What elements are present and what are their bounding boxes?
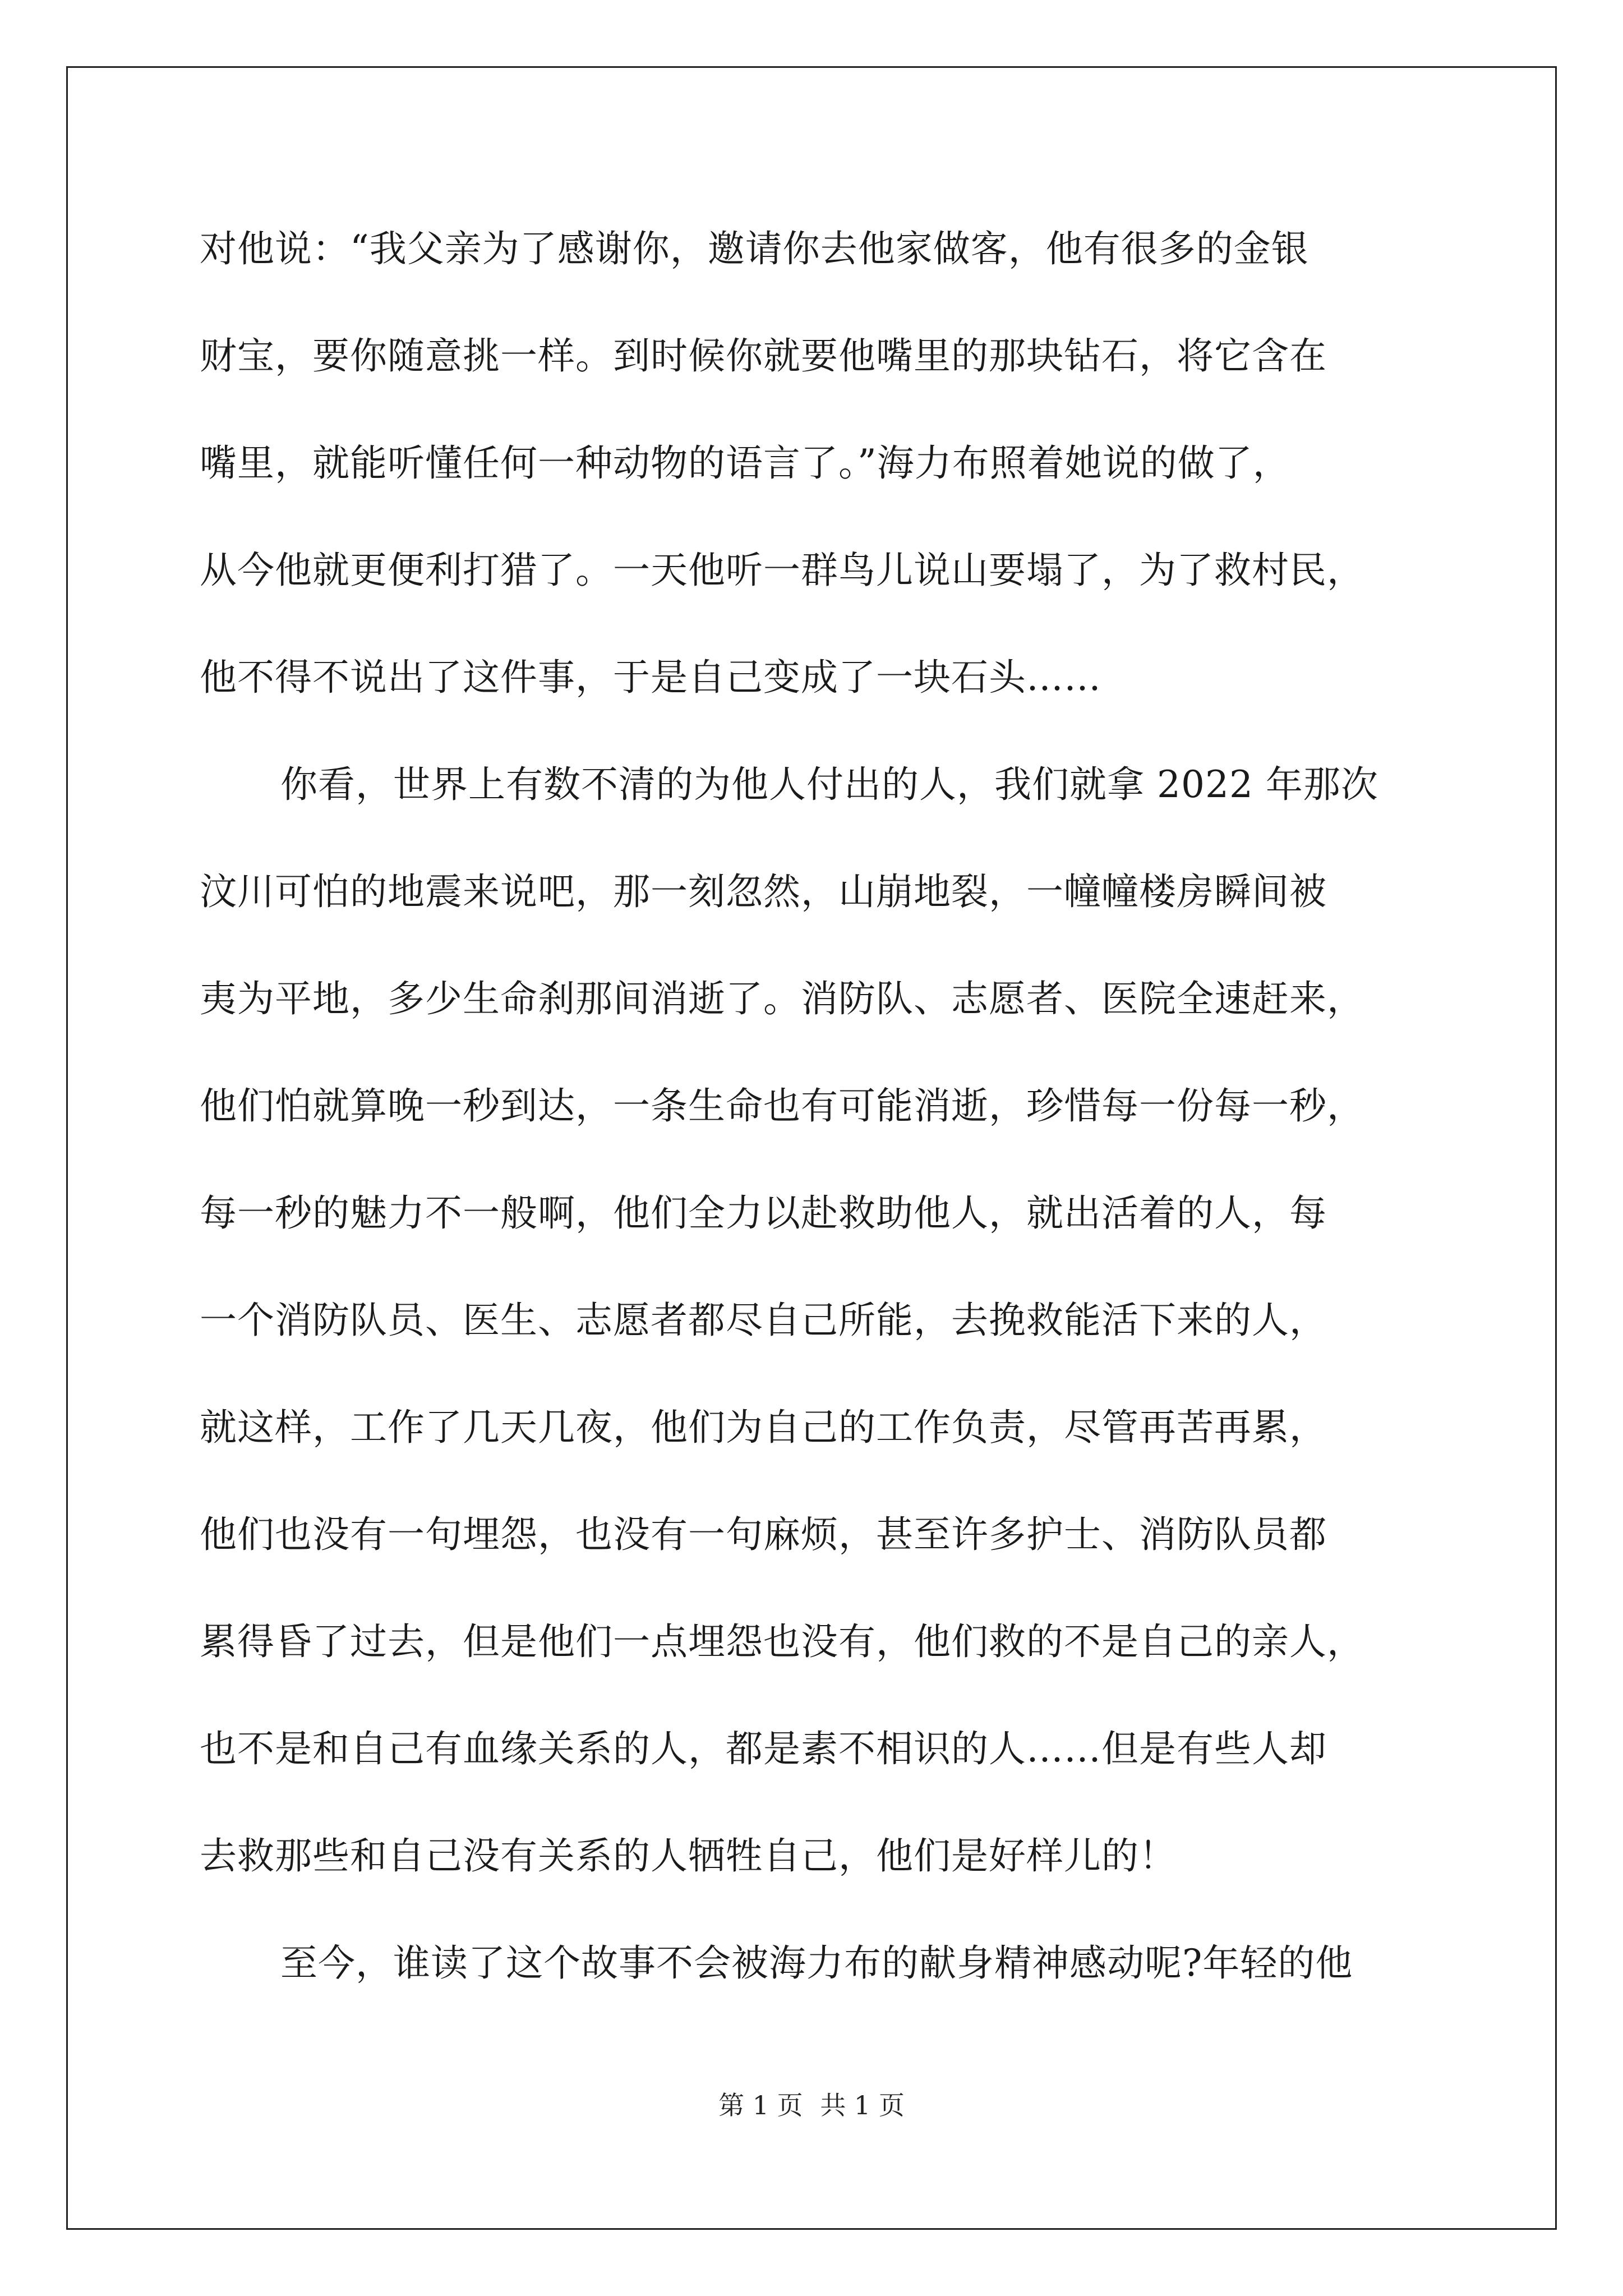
paragraph-start-line: 你看，世界上有数不清的为他人付出的人，我们就拿 2022 年那次: [280, 763, 1378, 806]
page-footer: [0, 2090, 1623, 2121]
text-line: 去救那些和自己没有关系的人牺牲自己，他们是好样儿的！: [200, 1834, 1177, 1878]
text-line: 就这样，工作了几天几夜，他们为自己的工作负责，尽管再苦再累，: [200, 1406, 1327, 1449]
text-line: 夷为平地，多少生命刹那间消逝了。消防队、志愿者、医院全速赶来，: [200, 977, 1364, 1020]
text-line: 从今他就更便利打猎了。一天他听一群鸟儿说山要塌了，为了救村民，: [200, 549, 1364, 592]
text-line: 他们也没有一句埋怨，也没有一句麻烦，甚至许多护士、消防队员都: [200, 1513, 1327, 1556]
text-line: 嘴里，就能听懂任何一种动物的语言了。”海力布照着她说的做了，: [200, 441, 1290, 485]
text-line: 每一秒的魅力不一般啊，他们全力以赴救助他人，就出活着的人，每: [200, 1191, 1327, 1235]
paragraph-start-line: 至今，谁读了这个故事不会被海力布的献身精神感动呢?年轻的他: [280, 1941, 1353, 1985]
text-line: 也不是和自己有血缘关系的人，都是素不相识的人……但是有些人却: [200, 1727, 1327, 1770]
text-line: 汶川可怕的地震来说吧，那一刻忽然，山崩地裂，一幢幢楼房瞬间被: [200, 870, 1327, 913]
page-total: 共 1 页: [820, 2090, 905, 2120]
text-line: 他们怕就算晚一秒到达，一条生命也有可能消逝，珍惜每一份每一秒，: [200, 1084, 1364, 1128]
text-line: 他不得不说出了这件事，于是自己变成了一块石头……: [200, 656, 1101, 699]
text-line: 财宝，要你随意挑一样。到时候你就要他嘴里的那块钻石，将它含在: [200, 334, 1327, 378]
page-number: 第 1 页: [718, 2090, 803, 2120]
text-line: 累得昏了过去，但是他们一点埋怨也没有，他们救的不是自己的亲人，: [200, 1620, 1364, 1663]
text-line: 一个消防队员、医生、志愿者都尽自己所能，去挽救能活下来的人，: [200, 1299, 1327, 1342]
page-border: [66, 66, 1557, 2230]
text-line: 对他说：“我父亲为了感谢你，邀请你去他家做客，他有很多的金银: [200, 227, 1309, 270]
